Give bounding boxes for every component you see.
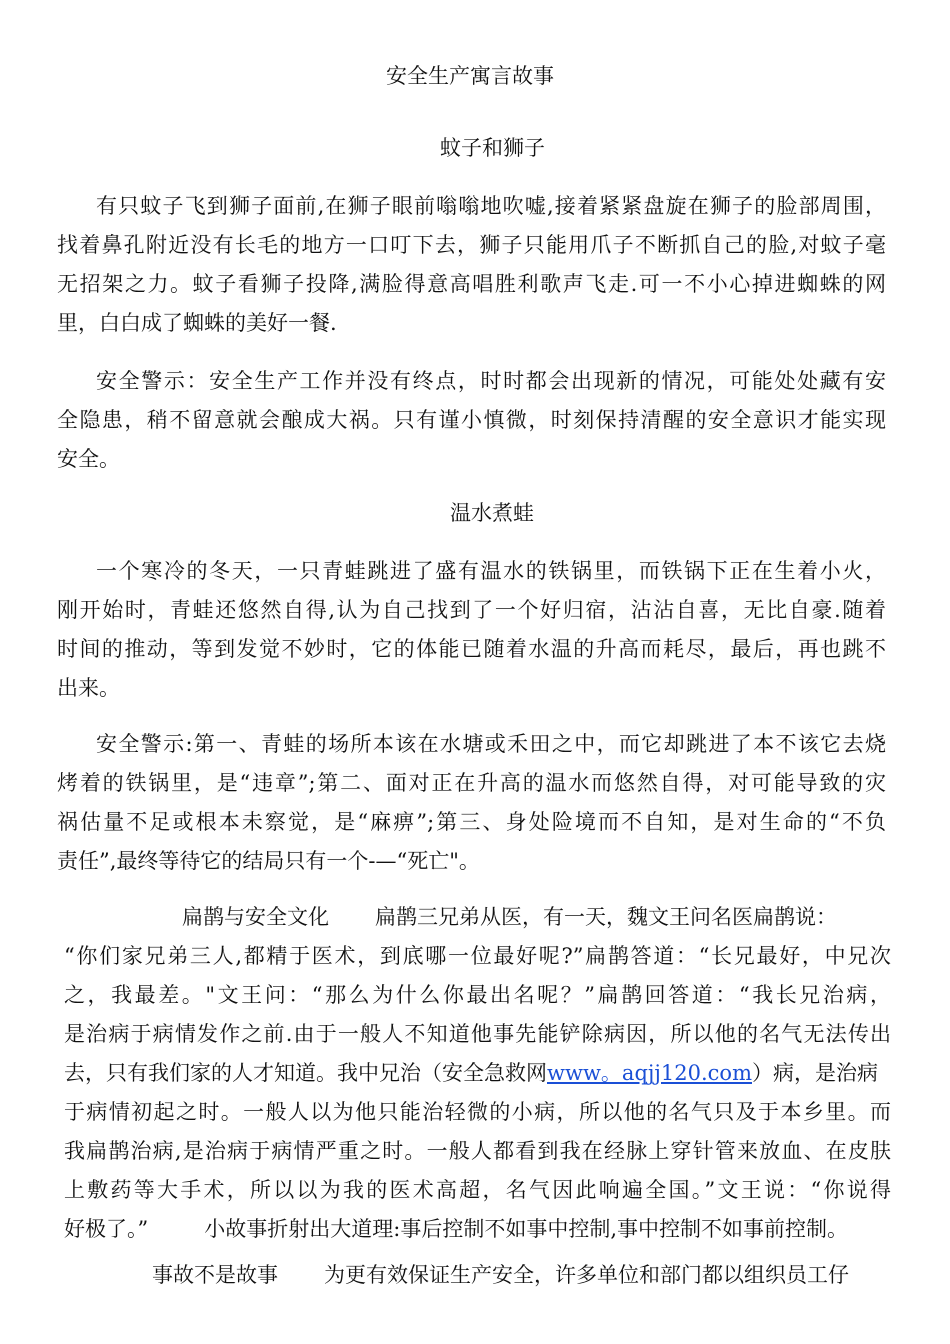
paragraph-line: 找着鼻孔附近没有长毛的地方一口叮下去，狮子只能用爪子不断抓自己的脸,对蚊子毫 [57,233,886,257]
line-text: 好极了。” [64,1217,149,1241]
story2-heading: 温水煮蛙 [450,501,534,525]
story3-heading: 扁鹊与安全文化 [182,905,329,929]
line-text: 去，只有我们家的人才知道。我中兄治（安全急救网 [64,1061,547,1085]
paragraph-line: 刚开始时，青蛙还悠然自得,认为自己找到了一个好归宿，沾沾自喜，无比自豪.随着 [57,598,886,622]
warning-line: 全隐患，稍不留意就会酿成大祸。只有谨小慎微，时刻保持清醒的安全意识才能实现 [57,408,886,432]
paragraph-line: 时间的推动，等到发觉不妙时，它的体能已随着水温的升高而耗尽，最后，再也跳不 [57,637,886,661]
paragraph-line [64,1215,848,1243]
page-title: 安全生产寓言故事 [386,64,554,88]
story3-first-line [182,903,837,931]
story3-text: 扁鹊三兄弟从医，有一天，魏文王问名医扁鹊说： [375,905,837,929]
story4-text: 为更有效保证生产安全，许多单位和部门都以组织员工仔 [324,1263,849,1287]
paragraph-line: 是治病于病情发作之前.由于一般人不知道他事先能铲除病因，所以他的名气无法传出 [64,1022,891,1046]
warning-line: 安全警示：安全生产工作并没有终点，时时都会出现新的情况，可能处处藏有安 [96,369,886,393]
paragraph-line: 于病情初起之时。一般人以为他只能治轻微的小病，所以他的名气只及于本乡里。而 [64,1100,891,1124]
line-text: ）病，是治病 [752,1061,878,1085]
paragraph-line [64,1059,878,1087]
warning-line: 祸估量不足或根本未察觉，是“麻痹”;第三、身处险境而不自知，是对生命的“不负 [57,810,886,834]
warning-line: 安全警示:第一、青蛙的场所本该在水塘或禾田之中，而它却跳进了本不该它去烧 [96,732,886,756]
warning-line: 责任”,最终等待它的结局只有一个-—“死亡"。 [57,849,480,873]
paragraph-line: 一个寒冷的冬天，一只青蛙跳进了盛有温水的铁锅里，而铁锅下正在生着小火， [96,559,886,583]
paragraph-line: 上敷药等大手术，所以以为我的医术高超，名气因此响遍全国。”文王说：“你说得 [64,1178,891,1202]
story4-heading: 事故不是故事 [152,1263,278,1287]
paragraph-line: 出来。 [57,676,120,700]
paragraph-line: 无招架之力。蚊子看狮子投降,满脸得意高唱胜利歌声飞走.可一不小心掉进蜘蛛的网 [57,272,886,296]
paragraph-line: 我扁鹊治病,是治病于病情严重之时。一般人都看到我在经脉上穿针管来放血、在皮肤 [64,1139,891,1163]
paragraph-line: 之，我最差。"文王问：“那么为什么你最出名呢？”扁鹊回答道：“我长兄治病， [64,983,891,1007]
paragraph-line: 有只蚊子飞到狮子面前,在狮子眼前嗡嗡地吹嘘,接着紧紧盘旋在狮子的脸部周围， [96,194,886,218]
story4-first-line [152,1261,849,1289]
line-text: 小故事折射出大道理:事后控制不如事中控制,事中控制不如事前控制。 [204,1217,848,1241]
warning-line: 烤着的铁锅里，是“违章”;第二、面对正在升高的温水而悠然自得，对可能导致的灾 [57,771,886,795]
warning-line: 安全。 [57,447,120,471]
paragraph-line: “你们家兄弟三人,都精于医术，到底哪一位最好呢?”扁鹊答道：“长兄最好，中兄次 [64,944,891,968]
paragraph-line: 里，白白成了蜘蛛的美好一餐. [57,311,337,335]
story1-heading: 蚊子和狮子 [440,136,545,160]
website-link[interactable]: www。aqjj120.com [547,1061,752,1085]
